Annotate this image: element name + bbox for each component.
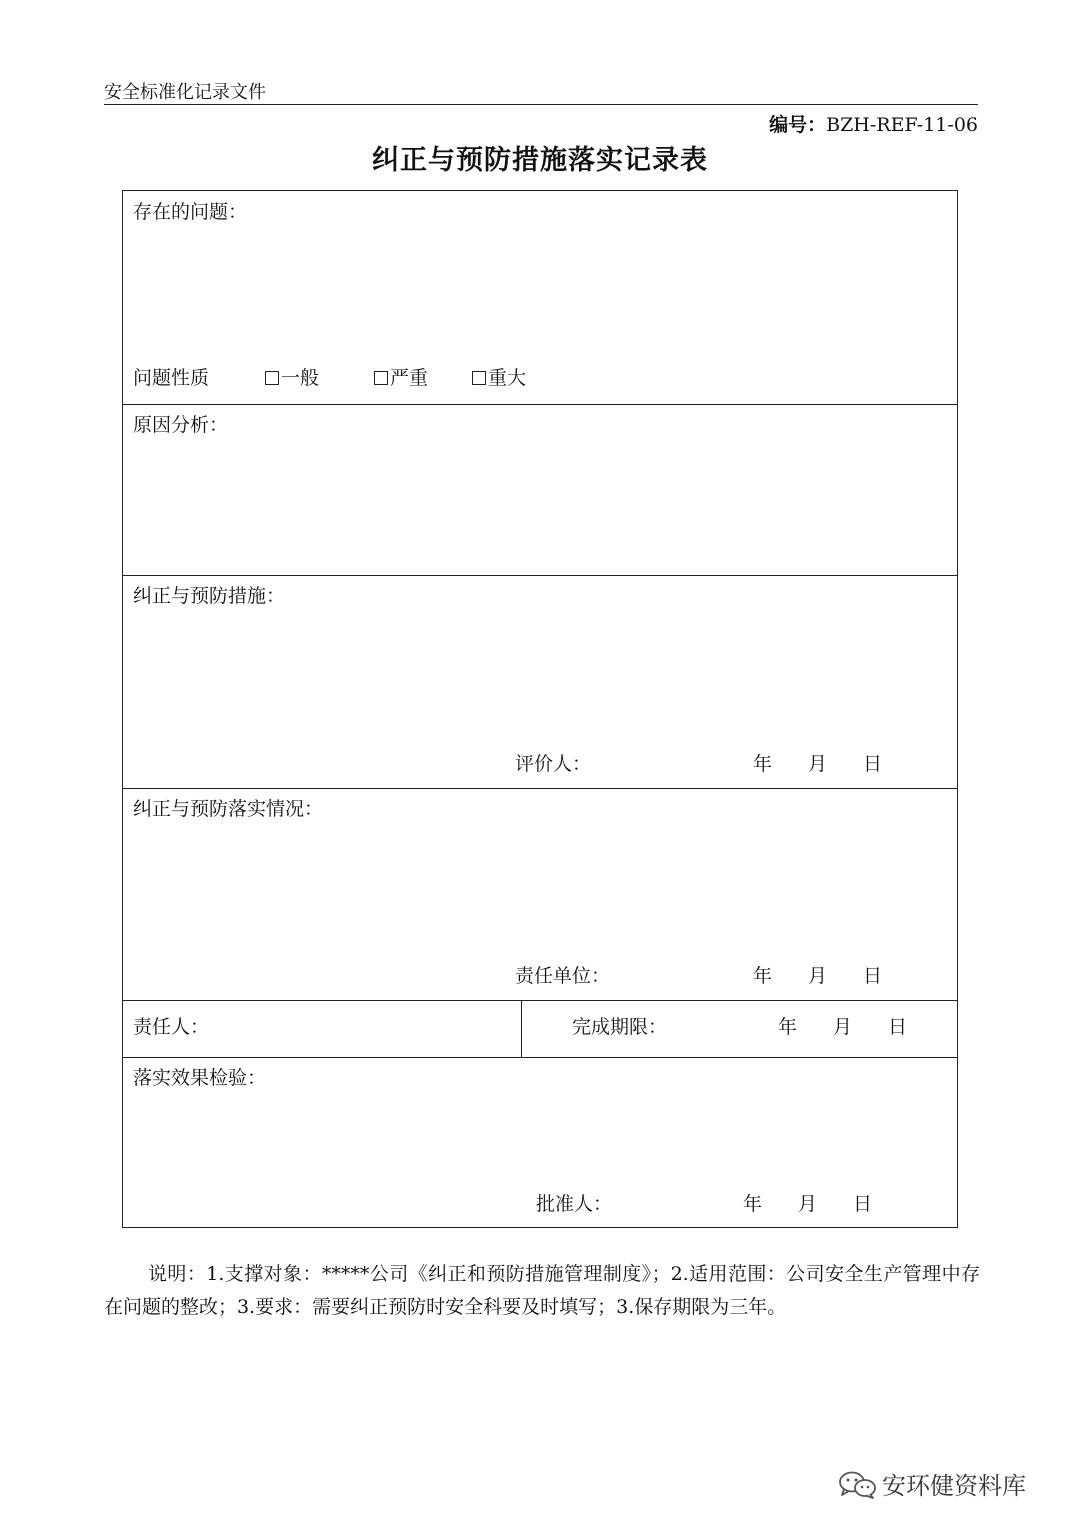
document-code-value: BZH-REF-11-06 bbox=[826, 114, 978, 136]
date-year: 年 bbox=[743, 1193, 763, 1215]
form-instructions: 说明：1.支撑对象：*****公司《纠正和预防措施管理制度》；2.适用范围：公司安全生产管理中存在问题的整改；3.要求：需要纠正预防时安全科要及时填写；3.保存期限为三年。 bbox=[104, 1263, 980, 1318]
document-category: 安全标准化记录文件 bbox=[104, 82, 266, 103]
date-month: 月 bbox=[833, 1016, 853, 1038]
checkbox-serious[interactable] bbox=[374, 371, 388, 385]
deadline-label: 完成期限： bbox=[572, 1016, 668, 1038]
nature-option-serious-label: 严重 bbox=[390, 367, 429, 389]
cause-analysis-label: 原因分析： bbox=[133, 414, 229, 436]
checkbox-major[interactable] bbox=[472, 371, 486, 385]
date-month: 月 bbox=[808, 965, 828, 987]
cell-divider bbox=[521, 1000, 522, 1057]
responsible-person-label: 责任人： bbox=[133, 1016, 210, 1038]
document-code bbox=[769, 110, 978, 137]
checkbox-general[interactable] bbox=[265, 371, 279, 385]
evaluator-label: 评价人： bbox=[515, 753, 592, 775]
wechat-icon bbox=[838, 1470, 878, 1500]
watermark bbox=[838, 1466, 1026, 1501]
implementation-label: 纠正与预防落实情况： bbox=[133, 798, 324, 820]
approver-label: 批准人： bbox=[536, 1193, 613, 1215]
nature-option-serious[interactable] bbox=[374, 363, 428, 390]
nature-option-major-label: 重大 bbox=[488, 367, 527, 389]
problem-nature-label: 问题性质 bbox=[133, 367, 210, 389]
nature-option-general[interactable] bbox=[265, 363, 319, 390]
page-title: 纠正与预防措施落实记录表 bbox=[372, 145, 708, 176]
row-divider bbox=[123, 788, 957, 789]
date-day: 日 bbox=[888, 1016, 908, 1038]
row-divider bbox=[123, 404, 957, 405]
date-year: 年 bbox=[753, 753, 773, 775]
watermark-text: 安环健资料库 bbox=[882, 1472, 1026, 1500]
record-form bbox=[122, 190, 958, 1228]
date-day: 日 bbox=[863, 965, 883, 987]
row-divider bbox=[123, 575, 957, 576]
verification-label: 落实效果检验： bbox=[133, 1067, 267, 1089]
responsible-unit-label: 责任单位： bbox=[515, 965, 611, 987]
nature-option-major[interactable] bbox=[472, 363, 526, 390]
date-year: 年 bbox=[778, 1016, 798, 1038]
document-code-label: 编号： bbox=[769, 114, 827, 136]
row-divider bbox=[123, 1057, 957, 1058]
nature-option-general-label: 一般 bbox=[281, 367, 320, 389]
date-day: 日 bbox=[853, 1193, 873, 1215]
header-divider bbox=[104, 104, 978, 105]
row-divider bbox=[123, 1000, 957, 1001]
date-month: 月 bbox=[798, 1193, 818, 1215]
date-day: 日 bbox=[863, 753, 883, 775]
problem-label: 存在的问题： bbox=[133, 201, 248, 223]
date-year: 年 bbox=[753, 965, 773, 987]
date-month: 月 bbox=[808, 753, 828, 775]
measures-label: 纠正与预防措施： bbox=[133, 585, 286, 607]
